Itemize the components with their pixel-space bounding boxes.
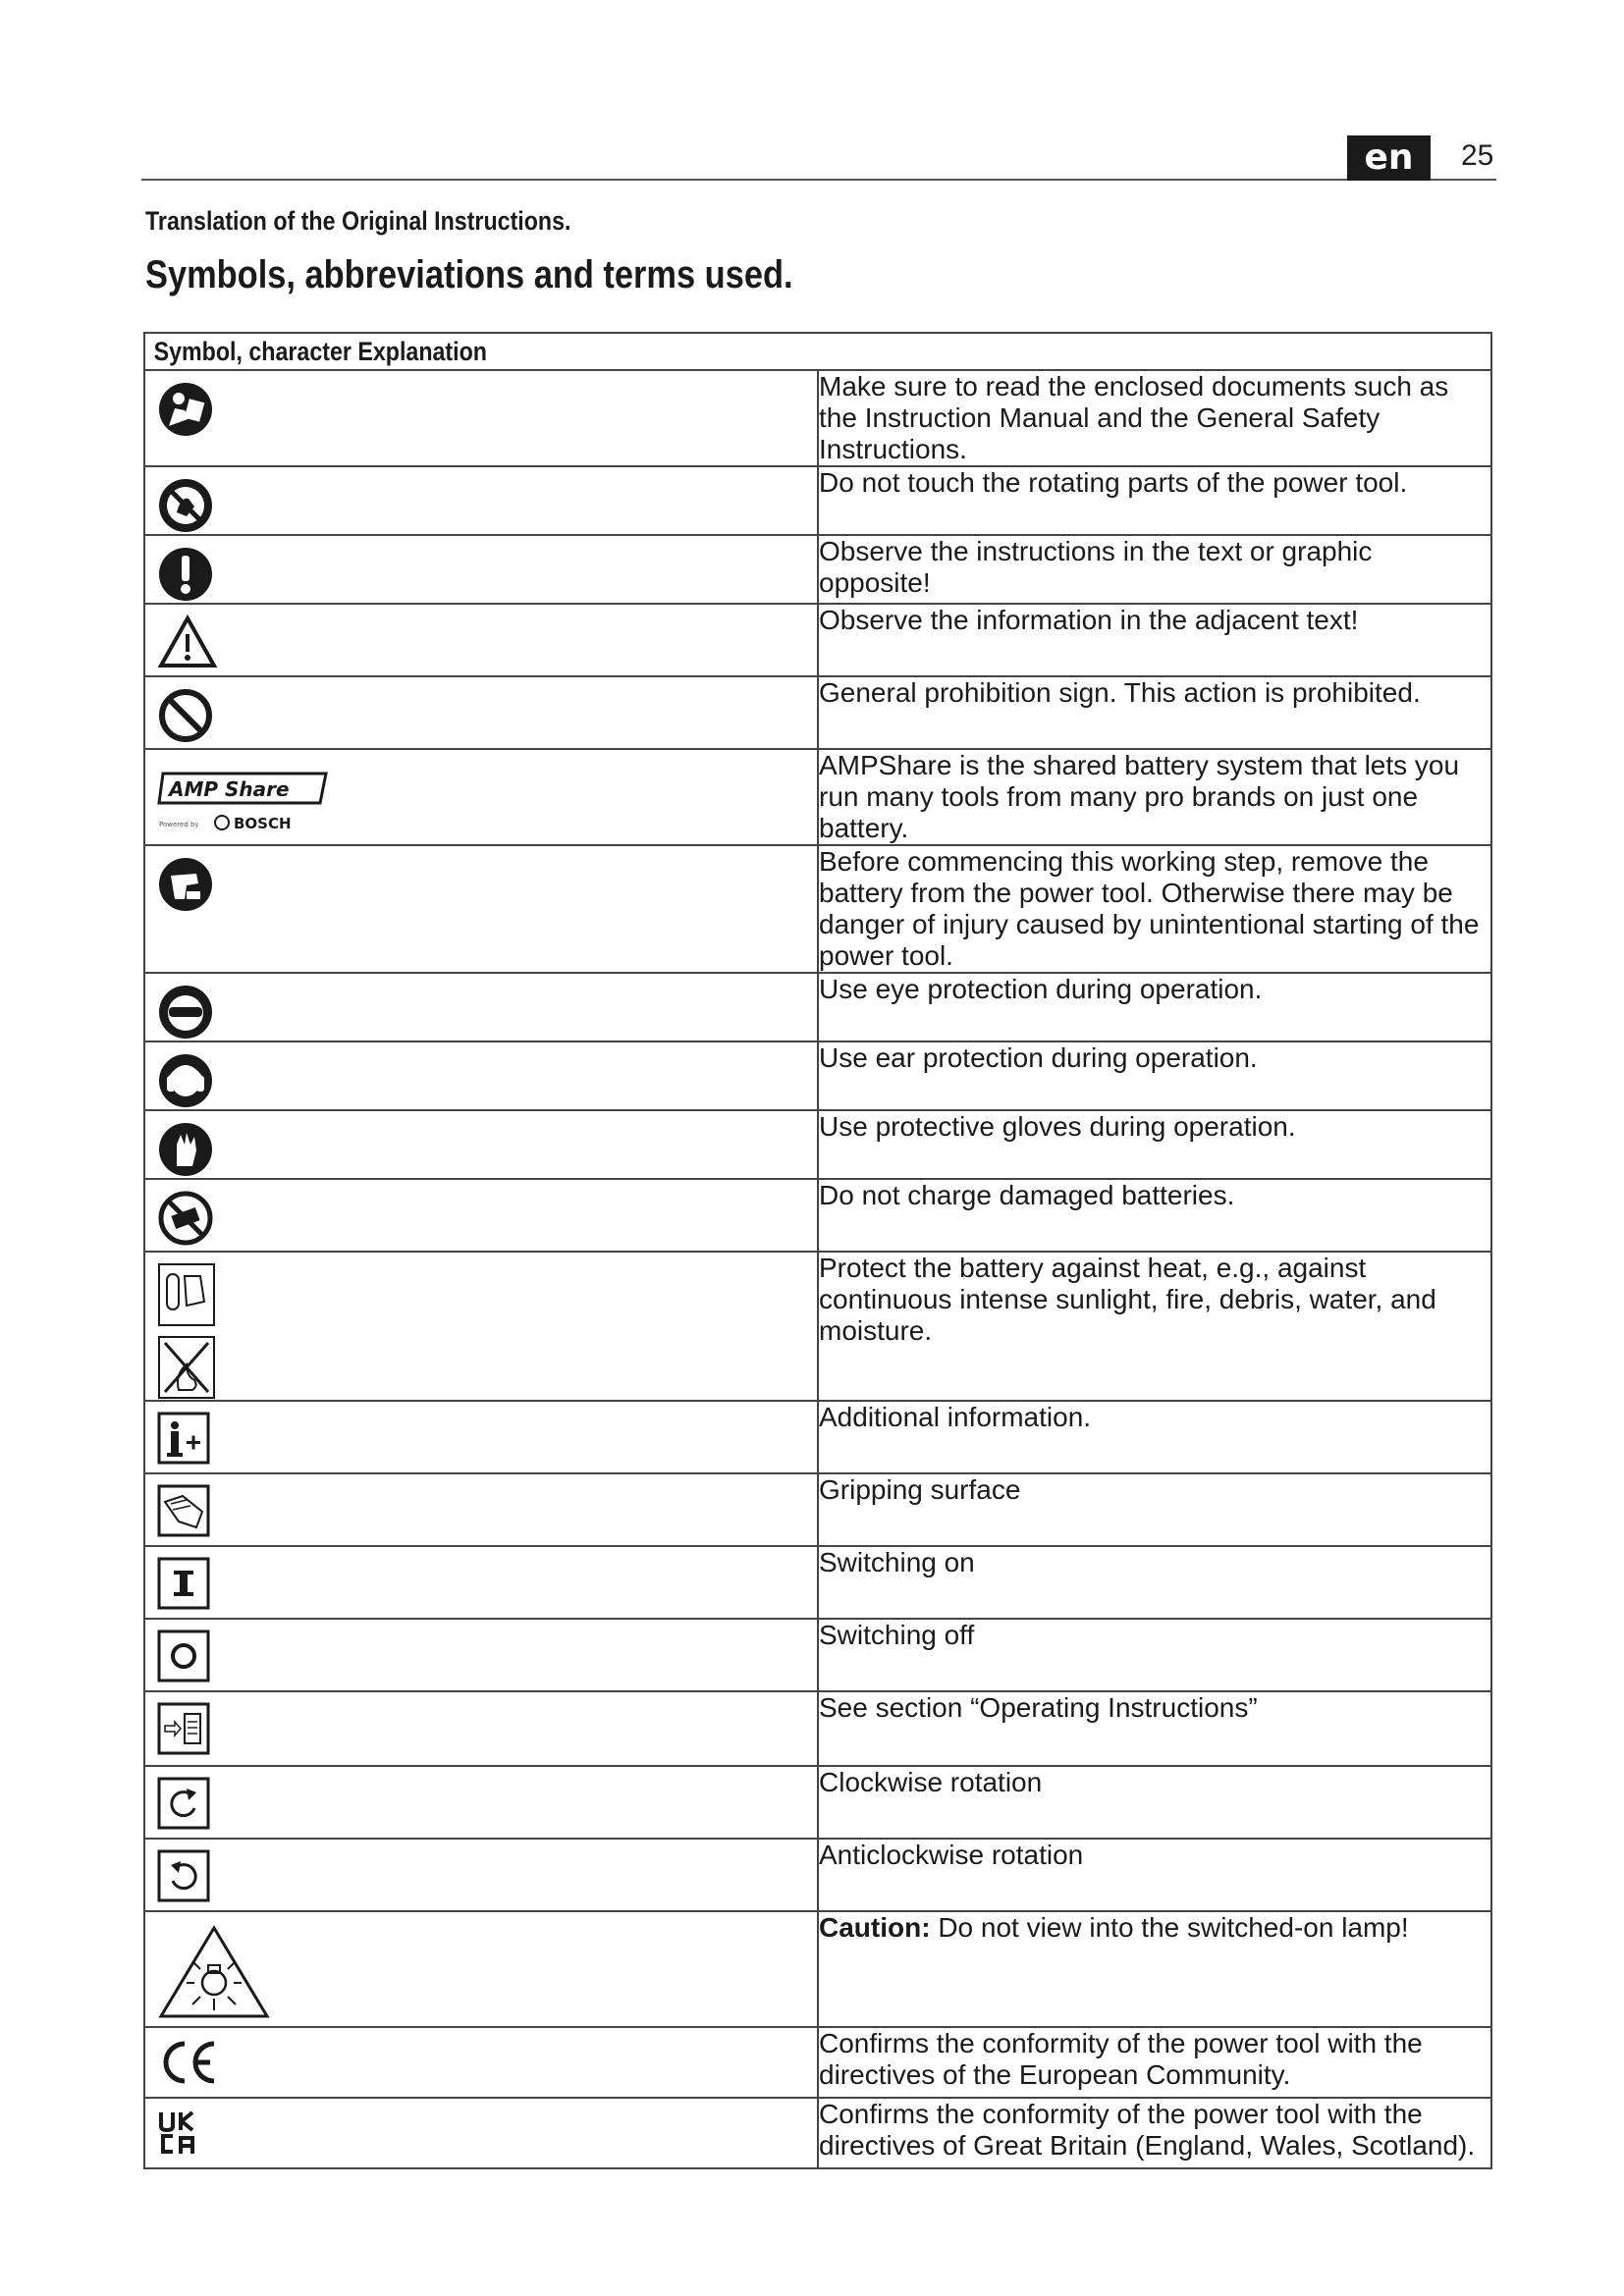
ear-protection-icon: [157, 1052, 214, 1109]
explanation-cell: Gripping surface: [818, 1473, 1491, 1546]
language-badge: en: [1347, 135, 1431, 181]
ampshare-logo-icon: [157, 760, 334, 834]
table-row: [144, 2027, 1491, 2098]
explanation-cell: Additional information.: [818, 1401, 1491, 1473]
explanation-cell: See section “Operating Instructions”: [818, 1691, 1491, 1766]
explanation-cell: Before commencing this working step, remove the battery from the power tool. Otherwise there may be danger of injury caused by unintentional starting of the power tool.: [818, 845, 1491, 973]
table-header-row: [144, 333, 1491, 370]
explanation-cell: Confirms the conformity of the power tool with the directives of the European Community.: [818, 2027, 1491, 2098]
protective-gloves-icon: [157, 1121, 214, 1178]
table-row: [144, 604, 1491, 676]
table-row: [144, 1401, 1491, 1473]
explanation-cell: Anticlockwise rotation: [818, 1839, 1491, 1911]
table-header: Symbol, character Explanation: [153, 337, 487, 366]
table-row: [144, 466, 1491, 535]
explanation-cell: Do not touch the rotating parts of the power tool.: [818, 466, 1491, 535]
table-row: [144, 749, 1491, 845]
additional-info-icon: [157, 1412, 212, 1467]
table-row: [144, 973, 1491, 1041]
section-title: Symbols, abbreviations and terms used.: [145, 253, 793, 296]
explanation-cell: Use protective gloves during operation.: [818, 1110, 1491, 1179]
ampshare-brand: BOSCH: [234, 815, 292, 832]
do-not-touch-rotating-parts-icon: [157, 477, 214, 534]
explanation-cell: [818, 1911, 1491, 2027]
gripping-surface-icon: [157, 1484, 212, 1539]
explanation-cell: Observe the instructions in the text or graphic opposite!: [818, 535, 1491, 604]
ampshare-logo-text: AMP Share: [169, 777, 290, 801]
explanation-cell: General prohibition sign. This action is prohibited.: [818, 676, 1491, 749]
ampshare-powered-by: Powered by: [159, 821, 199, 828]
ukca-mark-icon: [157, 2109, 206, 2158]
explanation-cell: Protect the battery against heat, e.g., against continuous intense sunlight, fire, debris, water, and moisture.: [818, 1252, 1491, 1401]
remove-battery-icon: [157, 856, 214, 913]
explanation-cell: AMPShare is the shared battery system that lets you run many tools from many pro brands on just one battery.: [818, 749, 1491, 845]
table-row: [144, 1766, 1491, 1839]
table-row: [144, 1546, 1491, 1619]
explanation-cell: Clockwise rotation: [818, 1766, 1491, 1839]
table-row: [144, 1473, 1491, 1546]
table-row: [144, 370, 1491, 466]
table-row: [144, 1252, 1491, 1401]
symbols-table: [143, 332, 1492, 2169]
explanation-cell: Confirms the conformity of the power tool with the directives of Great Britain (England, Wales, Scotland).: [818, 2098, 1491, 2168]
anticlockwise-rotation-icon: [157, 1849, 212, 1904]
no-charge-damaged-battery-icon: [157, 1190, 214, 1247]
explanation-cell: Observe the information in the adjacent text!: [818, 604, 1491, 676]
ce-mark-icon: [157, 2038, 220, 2087]
battery-heat-protection-icon: [157, 1262, 218, 1400]
table-row: [144, 2098, 1491, 2168]
table-row: [144, 1839, 1491, 1911]
table-row: [144, 1691, 1491, 1766]
caution-text: Do not view into the switched-on lamp!: [938, 1912, 1409, 1943]
table-row: [144, 1911, 1491, 2027]
caution-label: Caution:: [819, 1912, 931, 1943]
table-row: [144, 845, 1491, 973]
prohibition-sign-icon: [157, 687, 214, 744]
explanation-cell: Make sure to read the enclosed documents such as the Instruction Manual and the General Safety Instructions.: [818, 370, 1491, 466]
table-row: [144, 1179, 1491, 1252]
explanation-cell: Do not charge damaged batteries.: [818, 1179, 1491, 1252]
mandatory-exclamation-icon: [157, 546, 214, 603]
table-row: [144, 1041, 1491, 1110]
lamp-caution-icon: [157, 1922, 271, 2020]
warning-triangle-icon: [157, 614, 218, 669]
explanation-cell: Switching off: [818, 1619, 1491, 1691]
operating-instructions-icon: [157, 1702, 212, 1757]
read-manual-icon: [157, 381, 214, 438]
explanation-cell: Switching on: [818, 1546, 1491, 1619]
table-row: [144, 535, 1491, 604]
table-header-cell: [144, 333, 1491, 370]
table-row: [144, 1110, 1491, 1179]
explanation-cell: Use eye protection during operation.: [818, 973, 1491, 1041]
explanation-cell: Use ear protection during operation.: [818, 1041, 1491, 1110]
clockwise-rotation-icon: [157, 1777, 212, 1832]
page-number: 25: [1461, 139, 1494, 172]
header-rule: [141, 179, 1496, 181]
switch-off-icon: [157, 1629, 212, 1684]
table-row: [144, 1619, 1491, 1691]
table-row: [144, 676, 1491, 749]
eye-protection-icon: [157, 984, 214, 1041]
document-subtitle: Translation of the Original Instructions.: [145, 206, 571, 236]
switch-on-icon: [157, 1557, 212, 1612]
